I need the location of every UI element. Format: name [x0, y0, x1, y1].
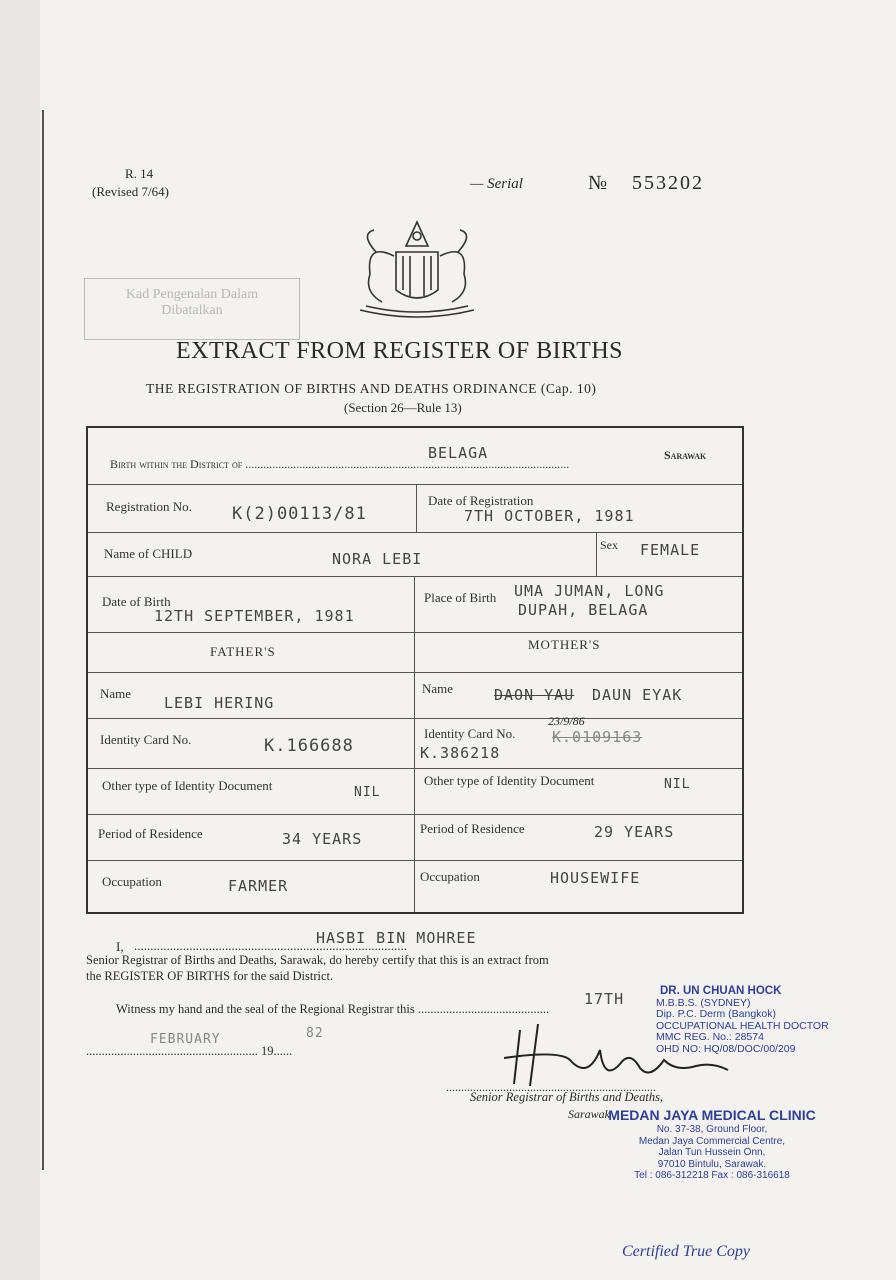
serial-no-label: №	[588, 172, 608, 194]
child-name-label: Name of CHILD	[104, 546, 193, 561]
birth-date-value: 12TH SEPTEMBER, 1981	[154, 607, 355, 625]
clinic-stamp: MEDAN JAYA MEDICAL CLINIC No. 37-38, Ground Floor, Medan Jaya Commercial Centre, Jalan Tun Hussein Onn, 97010 Bintulu, Sarawak. Tel : 086-312218 Fax : 086-316618	[608, 1107, 816, 1181]
mother-residence-label: Period of Residence	[420, 821, 525, 836]
mother-ic-value: K.386218	[420, 744, 501, 762]
document-title: EXTRACT FROM REGISTER OF BIRTHS	[176, 338, 624, 364]
father-ic-label: Identity Card No.	[100, 732, 192, 747]
registrar-name: HASBI BIN MOHREE	[316, 929, 477, 947]
mother-ic-struck: K.0109163	[552, 728, 643, 746]
cancelled-stamp: Kad Pengenalan Dalam Dibatalkan	[84, 278, 300, 340]
birth-place-line2: DUPAH, BELAGA	[518, 601, 649, 619]
sex-label: Sex	[600, 538, 618, 552]
mother-occupation-value: HOUSEWIFE	[550, 869, 641, 887]
mother-other-id-label: Other type of Identity Document	[424, 773, 595, 788]
form-code: R. 14	[125, 166, 154, 181]
father-ic-value: K.166688	[264, 736, 354, 756]
district-state: Sarawak	[664, 448, 707, 462]
form-revised: (Revised 7/64)	[92, 184, 169, 199]
certified-true-copy: Certified True Copy	[622, 1243, 750, 1260]
signature-caption: Senior Registrar of Births and Deaths,	[470, 1090, 664, 1104]
mother-residence-value: 29 YEARS	[594, 823, 675, 841]
father-other-id-value: NIL	[354, 785, 381, 800]
registration-no-value: K(2)00113/81	[232, 504, 367, 524]
father-occupation-label: Occupation	[102, 874, 162, 889]
registration-no-label: Registration No.	[106, 499, 192, 514]
birth-place-label: Place of Birth	[424, 590, 497, 605]
signature-caption-sarawak: Sarawak	[568, 1107, 610, 1121]
page-edge-line	[42, 110, 44, 1170]
doctor-stamp: DR. UN CHUAN HOCK M.B.B.S. (SYDNEY) Dip. P.C. Derm (Bangkok) OCCUPATIONAL HEALTH DOCTOR MMC REG. No.: 28574 OHD NO: HQ/08/DOC/00/209	[656, 985, 829, 1055]
district-label: Birth within the District of ............................................................................................................	[110, 457, 570, 471]
witness-text: Witness my hand and the seal of the Regional Registrar this ..........................................	[116, 1002, 550, 1016]
father-residence-label: Period of Residence	[98, 826, 203, 841]
witness-month: FEBRUARY	[150, 1032, 221, 1047]
mother-other-id-value: NIL	[664, 777, 691, 792]
cert-line2: the REGISTER OF BIRTHS for the said District.	[86, 969, 334, 983]
witness-date-dots: ....................................................... 19......	[86, 1044, 293, 1058]
father-name-value: LEBI HERING	[164, 694, 275, 712]
cert-i: I,	[116, 939, 124, 954]
father-heading: FATHER'S	[210, 644, 276, 659]
mother-name-value: DAUN EYAK	[592, 686, 683, 704]
section-rule: (Section 26—Rule 13)	[344, 400, 462, 415]
serial-label: — Serial	[470, 176, 523, 192]
witness-day: 17TH	[584, 990, 625, 1008]
signature-dots: ......................................................................	[446, 1080, 656, 1094]
cert-dots: ....................................................................................	[134, 938, 407, 953]
district-value: BELAGA	[428, 444, 489, 462]
mother-heading: MOTHER'S	[528, 637, 601, 652]
father-name-label: Name	[100, 686, 132, 701]
serial-number: 553202	[632, 172, 704, 194]
father-occupation-value: FARMER	[228, 877, 289, 895]
cert-line1: Senior Registrar of Births and Deaths, Sarawak, do hereby certify that this is an extract from	[86, 953, 549, 967]
father-other-id-label: Other type of Identity Document	[102, 778, 273, 793]
registration-date-value: 7TH OCTOBER, 1981	[464, 507, 635, 525]
father-residence-value: 34 YEARS	[282, 830, 363, 848]
ordinance-subtitle: THE REGISTRATION OF BIRTHS AND DEATHS ORDINANCE (Cap. 10)	[146, 381, 597, 396]
witness-year: 82	[306, 1026, 324, 1041]
mother-name-struck: DAON YAU	[494, 686, 575, 704]
child-name-value: NORA LEBI	[332, 550, 423, 568]
birth-place-line1: UMA JUMAN, LONG	[514, 582, 665, 600]
mother-ic-label: Identity Card No.	[424, 726, 516, 741]
coat-of-arms-icon	[346, 212, 488, 324]
sex-value: FEMALE	[640, 541, 701, 559]
birth-date-label: Date of Birth	[102, 594, 171, 609]
mother-ic-note: 23/9/86	[548, 714, 585, 728]
registration-date-label: Date of Registration	[428, 493, 534, 508]
mother-name-label: Name	[422, 681, 454, 696]
mother-occupation-label: Occupation	[420, 869, 480, 884]
